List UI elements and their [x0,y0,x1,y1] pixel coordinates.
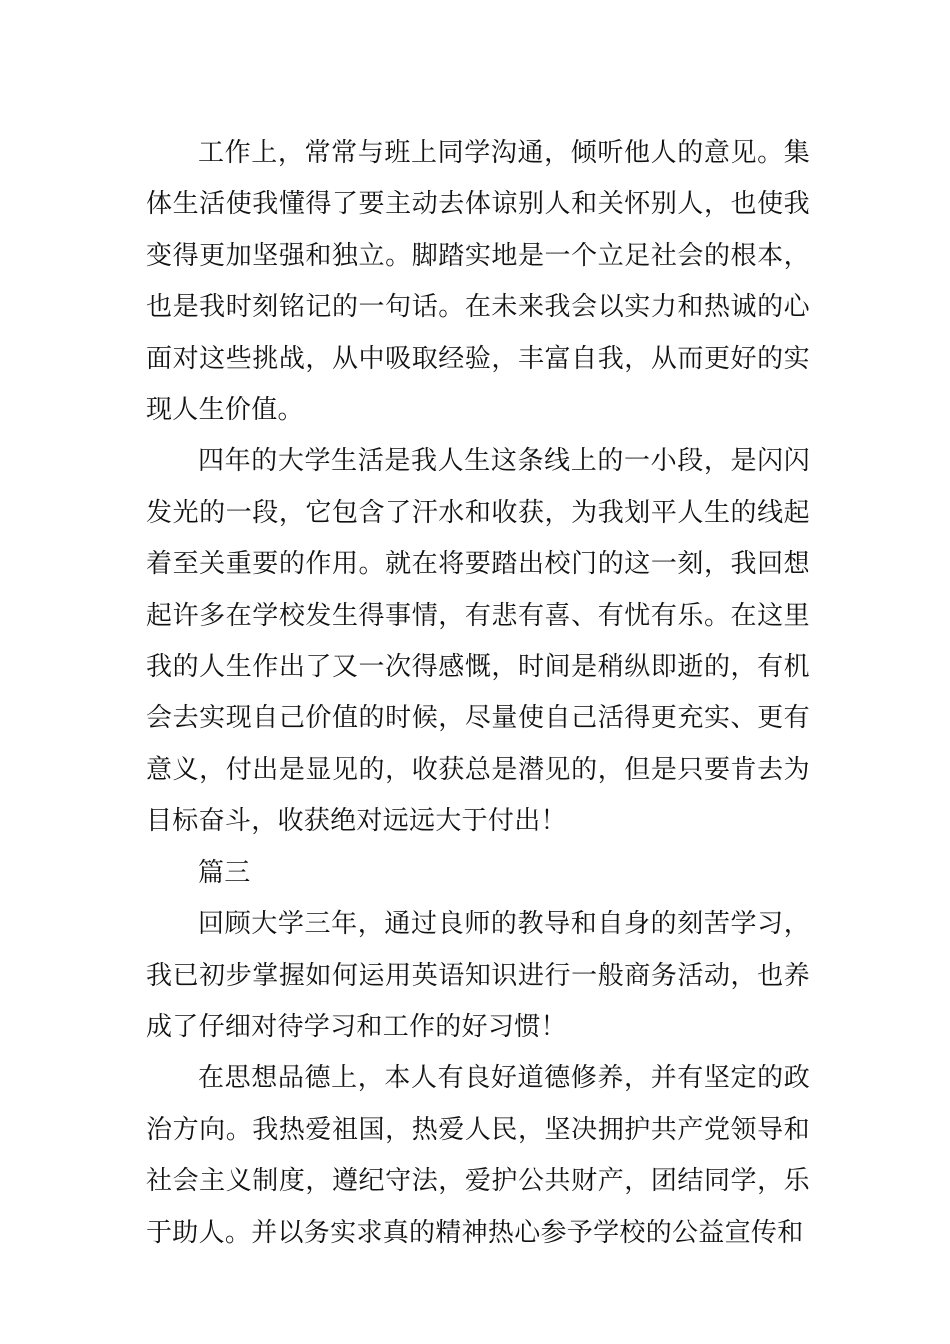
paragraph: 在思想品德上，本人有良好道德修养，并有坚定的政治方向。我热爱祖国，热爱人民，坚决拥护共产党领导和社会主义制度，遵纪守法，爱护公共财产，团结同学，乐于助人。并以务实求真的精神热心参予学校的公益宣传和 [146,1063,810,1248]
section-heading: 篇三 [198,857,251,888]
paragraph: 四年的大学生活是我人生这条线上的一小段，是闪闪发光的一段，它包含了汗水和收获，为我划平人生的线起着至关重要的作用。就在将要踏出校门的这一刻，我回想起许多在学校发生得事情，有悲有喜、有忧有乐。在这里我的人生作出了又一次得感慨，时间是稍纵即逝的，有机会去实现自己价值的时候，尽量使自己活得更充实、更有意义，付出是显见的，收获总是潜见的，但是只要肯去为目标奋斗，收获绝对远远大于付出！ [146,446,810,837]
paragraph: 回顾大学三年，通过良师的教导和自身的刻苦学习，我已初步掌握如何运用英语知识进行一般商务活动，也养成了仔细对待学习和工作的好习惯！ [146,909,810,1042]
paragraph: 工作上，常常与班上同学沟通，倾听他人的意见。集体生活使我懂得了要主动去体谅别人和关怀别人，也使我变得更加坚强和独立。脚踏实地是一个立足社会的根本，也是我时刻铭记的一句话。在未来我会以实力和热诚的心面对这些挑战，从中吸取经验，丰富自我，从而更好的实现人生价值。 [146,138,810,426]
document-body [146,128,810,1259]
